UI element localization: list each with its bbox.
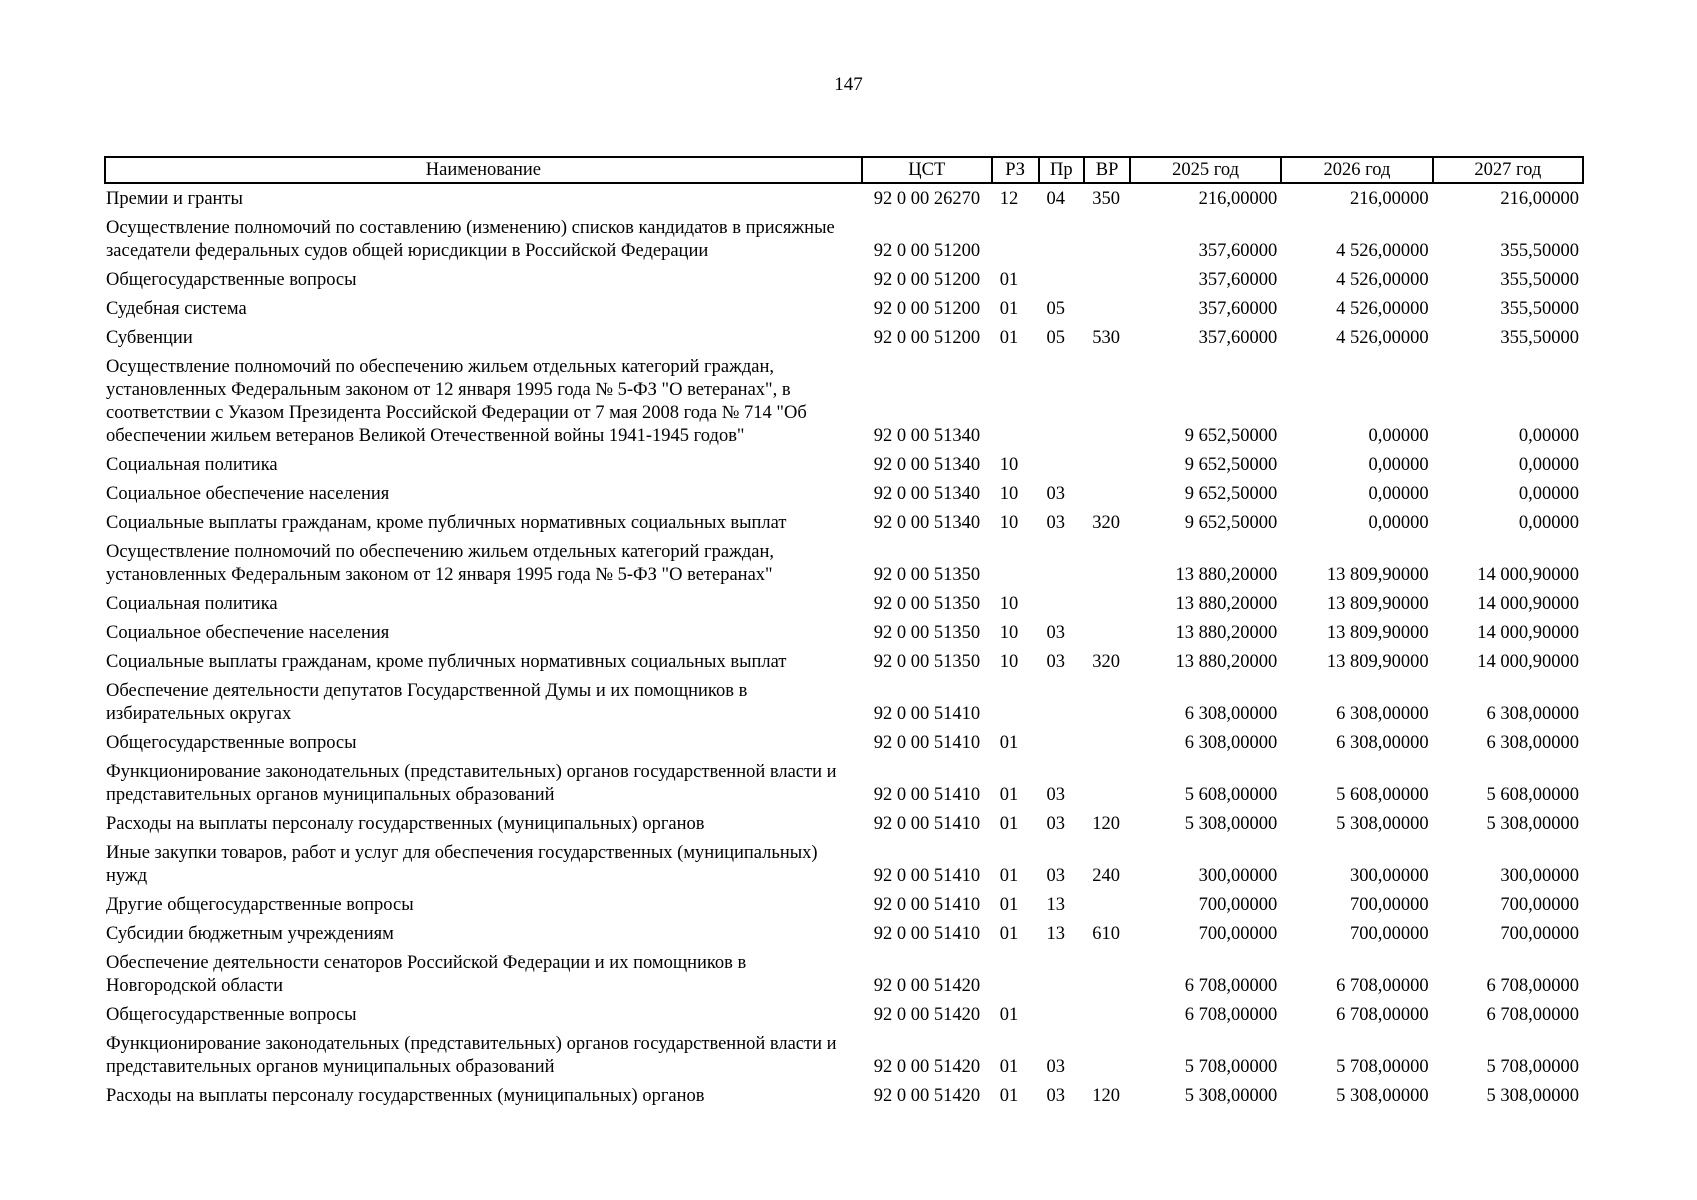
row-cst: 92 0 00 26270 xyxy=(873,189,981,209)
row-name: Субвенции xyxy=(106,328,193,348)
row-rz: 01 xyxy=(999,328,1019,348)
row-amount-2025: 9 652,50000 xyxy=(1184,513,1278,533)
row-amount-2027: 5 608,00000 xyxy=(1486,785,1579,805)
row-vr xyxy=(1084,215,1130,267)
table-header-row xyxy=(105,157,1583,183)
row-rz: 01 xyxy=(999,785,1019,805)
row-amount-2027: 355,50000 xyxy=(1500,241,1579,261)
row-amount-2026: 0,00000 xyxy=(1368,484,1429,504)
row-name: Общегосударственные вопросы xyxy=(106,1005,357,1025)
row-amount-2027: 5 308,00000 xyxy=(1486,814,1579,834)
row-amount-2025: 357,60000 xyxy=(1198,241,1278,261)
row-name: Субсидии бюджетным учреждениям xyxy=(106,924,394,944)
row-cst: 92 0 00 51200 xyxy=(873,241,981,261)
row-amount-2026: 0,00000 xyxy=(1368,455,1429,475)
row-cst: 92 0 00 51420 xyxy=(873,1086,981,1106)
row-cst: 92 0 00 51420 xyxy=(873,1057,981,1077)
row-amount-2026: 13 809,90000 xyxy=(1326,623,1429,643)
table-row xyxy=(105,892,1583,921)
table-row xyxy=(105,325,1583,354)
column-header-rz: РЗ xyxy=(992,157,1039,183)
table-row xyxy=(105,1002,1583,1031)
row-rz: 01 xyxy=(999,1005,1019,1025)
row-vr xyxy=(1084,1031,1130,1083)
row-rz xyxy=(992,539,1039,591)
row-cst: 92 0 00 51200 xyxy=(873,328,981,348)
row-amount-2025: 700,00000 xyxy=(1198,895,1278,915)
row-amount-2026: 13 809,90000 xyxy=(1326,565,1429,585)
row-pr: 04 xyxy=(1046,189,1065,209)
row-amount-2027: 6 308,00000 xyxy=(1486,704,1579,724)
row-amount-2027: 355,50000 xyxy=(1500,270,1579,290)
row-amount-2027: 0,00000 xyxy=(1518,513,1579,533)
row-cst: 92 0 00 51200 xyxy=(873,299,981,319)
row-name: Социальное обеспечение населения xyxy=(106,484,390,504)
row-vr: 320 xyxy=(1092,513,1120,533)
row-pr: 03 xyxy=(1046,1086,1065,1106)
row-cst: 92 0 00 51420 xyxy=(873,1005,981,1025)
row-name: Иные закупки товаров, работ и услуг для обеспечения государственных (муниципальных) нужд xyxy=(106,843,818,886)
row-name: Социальные выплаты гражданам, кроме публичных нормативных социальных выплат xyxy=(106,513,787,533)
row-amount-2025: 300,00000 xyxy=(1198,866,1278,886)
row-rz: 01 xyxy=(999,1086,1019,1106)
row-name: Обеспечение деятельности сенаторов Российской Федерации и их помощников в Новгородской области xyxy=(106,953,747,996)
row-pr: 03 xyxy=(1046,785,1065,805)
row-pr: 03 xyxy=(1046,652,1065,672)
row-rz: 01 xyxy=(999,866,1019,886)
row-pr: 05 xyxy=(1046,299,1065,319)
row-amount-2026: 4 526,00000 xyxy=(1336,328,1429,348)
row-pr: 13 xyxy=(1046,924,1065,944)
row-amount-2025: 13 880,20000 xyxy=(1175,565,1278,585)
row-rz: 10 xyxy=(999,513,1019,533)
row-name: Премии и гранты xyxy=(106,189,243,209)
row-vr: 120 xyxy=(1092,814,1120,834)
row-cst: 92 0 00 51420 xyxy=(873,976,981,996)
row-cst: 92 0 00 51340 xyxy=(873,484,981,504)
row-amount-2025: 6 308,00000 xyxy=(1184,704,1278,724)
row-amount-2026: 700,00000 xyxy=(1349,895,1429,915)
row-amount-2027: 300,00000 xyxy=(1500,866,1579,886)
row-amount-2025: 6 308,00000 xyxy=(1184,733,1278,753)
row-pr: 03 xyxy=(1046,623,1065,643)
row-amount-2026: 0,00000 xyxy=(1368,426,1429,446)
row-rz xyxy=(992,950,1039,1002)
row-amount-2027: 14 000,90000 xyxy=(1477,565,1579,585)
row-amount-2026: 0,00000 xyxy=(1368,513,1429,533)
row-amount-2026: 13 809,90000 xyxy=(1326,652,1429,672)
row-amount-2025: 13 880,20000 xyxy=(1175,594,1278,614)
row-vr xyxy=(1084,267,1130,296)
row-pr xyxy=(1039,452,1085,481)
budget-table xyxy=(104,156,1584,1112)
row-name: Судебная система xyxy=(106,299,247,319)
table-row xyxy=(105,730,1583,759)
table-row xyxy=(105,591,1583,620)
table-row xyxy=(105,452,1583,481)
row-vr xyxy=(1084,296,1130,325)
column-header-name: Наименование xyxy=(105,157,862,183)
row-rz: 10 xyxy=(999,484,1019,504)
row-amount-2025: 5 308,00000 xyxy=(1184,814,1278,834)
row-amount-2027: 355,50000 xyxy=(1500,328,1579,348)
row-vr: 350 xyxy=(1092,189,1120,209)
row-rz: 01 xyxy=(999,270,1019,290)
row-pr: 03 xyxy=(1046,513,1065,533)
row-vr xyxy=(1084,452,1130,481)
row-vr xyxy=(1084,730,1130,759)
row-name: Социальная политика xyxy=(106,594,278,614)
row-amount-2025: 700,00000 xyxy=(1198,924,1278,944)
row-pr xyxy=(1039,267,1085,296)
row-rz: 01 xyxy=(999,1057,1019,1077)
column-header-2026: 2026 год xyxy=(1281,157,1432,183)
row-cst: 92 0 00 51410 xyxy=(873,924,981,944)
row-rz xyxy=(992,678,1039,730)
row-rz: 10 xyxy=(999,455,1019,475)
table-row xyxy=(105,1083,1583,1112)
row-amount-2026: 6 708,00000 xyxy=(1336,1005,1429,1025)
row-pr: 03 xyxy=(1046,484,1065,504)
table-body xyxy=(105,183,1583,1112)
row-amount-2026: 5 308,00000 xyxy=(1336,814,1429,834)
row-pr xyxy=(1039,730,1085,759)
row-rz: 10 xyxy=(999,594,1019,614)
row-amount-2027: 14 000,90000 xyxy=(1477,623,1579,643)
row-vr: 610 xyxy=(1092,924,1120,944)
row-amount-2027: 0,00000 xyxy=(1518,426,1579,446)
table-row xyxy=(105,759,1583,811)
row-pr: 13 xyxy=(1046,895,1065,915)
row-amount-2025: 357,60000 xyxy=(1198,328,1278,348)
table-row xyxy=(105,539,1583,591)
row-amount-2026: 4 526,00000 xyxy=(1336,241,1429,261)
row-amount-2026: 300,00000 xyxy=(1349,866,1429,886)
row-amount-2026: 700,00000 xyxy=(1349,924,1429,944)
table-row xyxy=(105,267,1583,296)
row-vr xyxy=(1084,892,1130,921)
table-row xyxy=(105,840,1583,892)
row-amount-2026: 216,00000 xyxy=(1349,189,1429,209)
row-name: Осуществление полномочий по обеспечению жильем отдельных категорий граждан, установленных Федеральным законом от 12 января 1995 года № 5-ФЗ "О ветеранах", в соответствии с Указом Президента Российской Федерации от 7 мая 2008 года № 714 "Об обеспечении жильем ветеранов Великой Отечественной войны 1941-1945 годов" xyxy=(106,357,807,446)
row-cst: 92 0 00 51340 xyxy=(873,513,981,533)
row-cst: 92 0 00 51410 xyxy=(873,733,981,753)
row-vr: 120 xyxy=(1092,1086,1120,1106)
row-amount-2025: 13 880,20000 xyxy=(1175,623,1278,643)
row-amount-2027: 6 708,00000 xyxy=(1486,976,1579,996)
row-cst: 92 0 00 51350 xyxy=(873,594,981,614)
row-name: Функционирование законодательных (представительных) органов государственной власти и представительных органов муниципальных образований xyxy=(106,762,837,805)
row-amount-2025: 216,00000 xyxy=(1198,189,1278,209)
row-amount-2027: 216,00000 xyxy=(1500,189,1579,209)
row-amount-2025: 9 652,50000 xyxy=(1184,455,1278,475)
row-amount-2025: 9 652,50000 xyxy=(1184,484,1278,504)
row-amount-2026: 5 308,00000 xyxy=(1336,1086,1429,1106)
row-vr xyxy=(1084,539,1130,591)
row-amount-2027: 0,00000 xyxy=(1518,484,1579,504)
table-row xyxy=(105,649,1583,678)
row-pr xyxy=(1039,1002,1085,1031)
row-pr xyxy=(1039,950,1085,1002)
row-name: Другие общегосударственные вопросы xyxy=(106,895,414,915)
row-cst: 92 0 00 51200 xyxy=(873,270,981,290)
column-header-vr: ВР xyxy=(1084,157,1130,183)
column-header-pr: Пр xyxy=(1039,157,1085,183)
row-cst: 92 0 00 51350 xyxy=(873,652,981,672)
row-pr xyxy=(1039,591,1085,620)
row-rz xyxy=(992,215,1039,267)
row-rz xyxy=(992,354,1039,452)
row-cst: 92 0 00 51410 xyxy=(873,785,981,805)
row-amount-2025: 357,60000 xyxy=(1198,270,1278,290)
row-amount-2026: 6 308,00000 xyxy=(1336,704,1429,724)
row-pr: 03 xyxy=(1046,866,1065,886)
row-name: Социальная политика xyxy=(106,455,278,475)
row-rz: 01 xyxy=(999,733,1019,753)
row-amount-2025: 13 880,20000 xyxy=(1175,652,1278,672)
row-rz: 12 xyxy=(999,189,1019,209)
column-header-2027: 2027 год xyxy=(1433,157,1583,183)
table-row xyxy=(105,510,1583,539)
row-amount-2027: 5 708,00000 xyxy=(1486,1057,1579,1077)
row-cst: 92 0 00 51350 xyxy=(873,565,981,585)
row-rz: 01 xyxy=(999,924,1019,944)
row-cst: 92 0 00 51340 xyxy=(873,426,981,446)
row-cst: 92 0 00 51410 xyxy=(873,895,981,915)
row-name: Обеспечение деятельности депутатов Государственной Думы и их помощников в избирательных округах xyxy=(106,681,748,724)
row-vr xyxy=(1084,591,1130,620)
row-rz: 01 xyxy=(999,299,1019,319)
row-amount-2027: 355,50000 xyxy=(1500,299,1579,319)
row-amount-2027: 0,00000 xyxy=(1518,455,1579,475)
row-rz: 01 xyxy=(999,814,1019,834)
page-number: 147 xyxy=(834,74,863,95)
row-name: Социальное обеспечение населения xyxy=(106,623,390,643)
row-amount-2027: 6 708,00000 xyxy=(1486,1005,1579,1025)
row-vr: 320 xyxy=(1092,652,1120,672)
row-name: Расходы на выплаты персоналу государственных (муниципальных) органов xyxy=(106,814,705,834)
row-amount-2026: 4 526,00000 xyxy=(1336,270,1429,290)
table-row xyxy=(105,215,1583,267)
row-pr xyxy=(1039,539,1085,591)
row-amount-2026: 5 708,00000 xyxy=(1336,1057,1429,1077)
row-cst: 92 0 00 51340 xyxy=(873,455,981,475)
row-vr: 240 xyxy=(1092,866,1120,886)
row-rz: 10 xyxy=(999,623,1019,643)
row-vr xyxy=(1084,759,1130,811)
row-cst: 92 0 00 51410 xyxy=(873,704,981,724)
row-name: Осуществление полномочий по составлению (изменению) списков кандидатов в присяжные заседатели федеральных судов общей юрисдикции в Российской Федерации xyxy=(106,218,835,261)
table-row xyxy=(105,678,1583,730)
row-pr xyxy=(1039,354,1085,452)
row-name: Общегосударственные вопросы xyxy=(106,733,357,753)
row-amount-2026: 13 809,90000 xyxy=(1326,594,1429,614)
table-row xyxy=(105,296,1583,325)
row-name: Расходы на выплаты персоналу государственных (муниципальных) органов xyxy=(106,1086,705,1106)
row-cst: 92 0 00 51410 xyxy=(873,866,981,886)
row-amount-2025: 6 708,00000 xyxy=(1184,1005,1278,1025)
row-pr: 05 xyxy=(1046,328,1065,348)
row-amount-2027: 5 308,00000 xyxy=(1486,1086,1579,1106)
row-cst: 92 0 00 51410 xyxy=(873,814,981,834)
row-amount-2025: 5 608,00000 xyxy=(1184,785,1278,805)
row-amount-2027: 700,00000 xyxy=(1500,895,1579,915)
table-row xyxy=(105,354,1583,452)
row-vr xyxy=(1084,481,1130,510)
row-amount-2026: 4 526,00000 xyxy=(1336,299,1429,319)
row-vr: 530 xyxy=(1092,328,1120,348)
column-header-2025: 2025 год xyxy=(1130,157,1281,183)
row-name: Общегосударственные вопросы xyxy=(106,270,357,290)
row-amount-2025: 9 652,50000 xyxy=(1184,426,1278,446)
table-row xyxy=(105,481,1583,510)
row-pr: 03 xyxy=(1046,814,1065,834)
row-name: Социальные выплаты гражданам, кроме публичных нормативных социальных выплат xyxy=(106,652,787,672)
row-amount-2026: 6 308,00000 xyxy=(1336,733,1429,753)
row-name: Осуществление полномочий по обеспечению жильем отдельных категорий граждан, установленных Федеральным законом от 12 января 1995 года № 5-ФЗ "О ветеранах" xyxy=(106,542,775,585)
row-amount-2027: 14 000,90000 xyxy=(1477,652,1579,672)
row-vr xyxy=(1084,1002,1130,1031)
table-row xyxy=(105,183,1583,215)
row-rz: 01 xyxy=(999,895,1019,915)
row-amount-2027: 700,00000 xyxy=(1500,924,1579,944)
table-row xyxy=(105,1031,1583,1083)
row-amount-2025: 5 708,00000 xyxy=(1184,1057,1278,1077)
row-pr xyxy=(1039,215,1085,267)
table-row xyxy=(105,921,1583,950)
row-pr: 03 xyxy=(1046,1057,1065,1077)
row-vr xyxy=(1084,354,1130,452)
row-vr xyxy=(1084,620,1130,649)
row-amount-2027: 14 000,90000 xyxy=(1477,594,1579,614)
row-rz: 10 xyxy=(999,652,1019,672)
row-amount-2026: 6 708,00000 xyxy=(1336,976,1429,996)
row-vr xyxy=(1084,950,1130,1002)
column-header-cst: ЦСТ xyxy=(862,157,992,183)
row-name: Функционирование законодательных (представительных) органов государственной власти и представительных органов муниципальных образований xyxy=(106,1034,837,1077)
row-amount-2027: 6 308,00000 xyxy=(1486,733,1579,753)
row-amount-2025: 6 708,00000 xyxy=(1184,976,1278,996)
table-row xyxy=(105,620,1583,649)
row-cst: 92 0 00 51350 xyxy=(873,623,981,643)
row-amount-2025: 5 308,00000 xyxy=(1184,1086,1278,1106)
table-row xyxy=(105,811,1583,840)
row-pr xyxy=(1039,678,1085,730)
row-amount-2025: 357,60000 xyxy=(1198,299,1278,319)
row-vr xyxy=(1084,678,1130,730)
row-amount-2026: 5 608,00000 xyxy=(1336,785,1429,805)
table-row xyxy=(105,950,1583,1002)
